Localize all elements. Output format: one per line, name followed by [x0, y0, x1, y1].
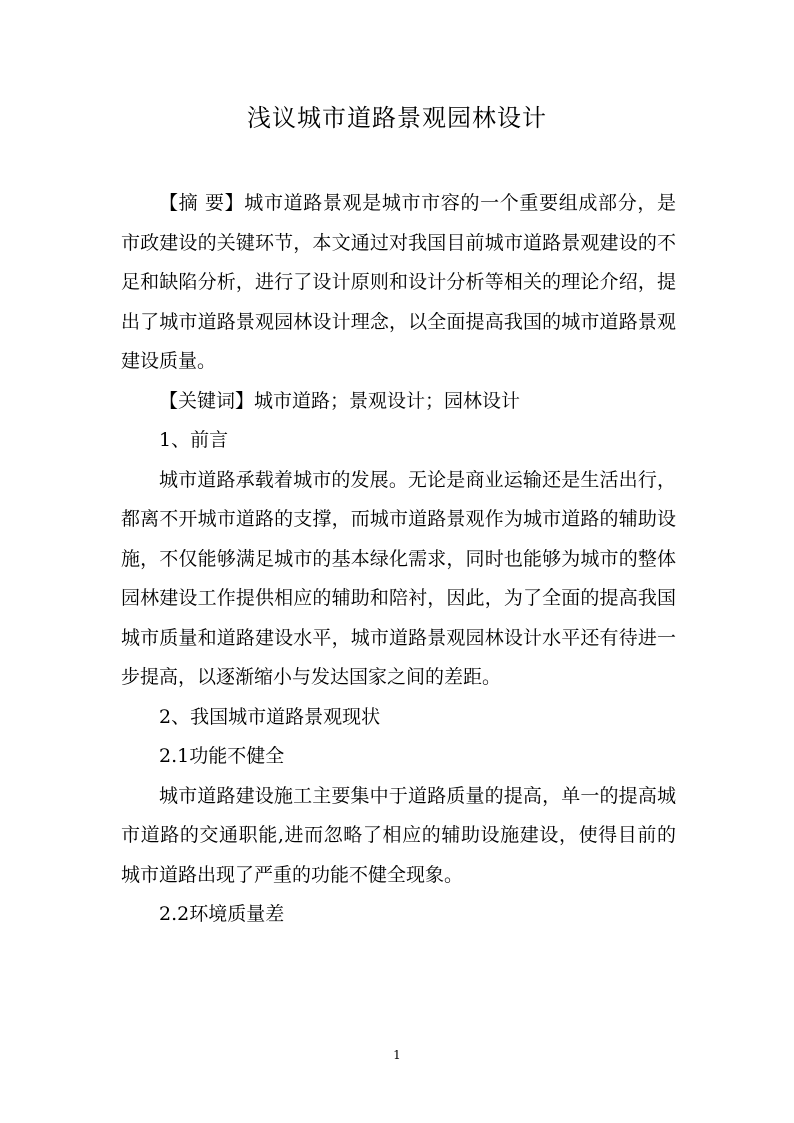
section-heading-current-status: 2、我国城市道路景观现状: [159, 705, 381, 728]
introduction-paragraph: 城市道路承载着城市的发展。无论是商业运输还是生活出行，都离不开城市道路的支撑，而城市道路景观作为城市道路的辅助设施，不仅能够满足城市的基本绿化需求，同时也能够为城市的整体园林建设工作提供相应的辅助和陪衬，因此，为了全面的提高我国城市质量和道路建设水平，城市道路景观园林设计水平还有待进一步提高，以逐渐缩小与发达国家之间的差距。: [121, 468, 676, 688]
keywords-paragraph: 【关键词】城市道路；景观设计；园林设计: [159, 389, 521, 412]
subsection-heading-2-1: 2.1功能不健全: [159, 745, 285, 767]
subsection-2-1-paragraph: 城市道路建设施工主要集中于道路质量的提高，单一的提高城市道路的交通职能,进而忽略了相应的辅助设施建设，使得目前的城市道路出现了严重的功能不健全现象。: [121, 784, 676, 886]
page-number: 1: [393, 1048, 401, 1062]
document-title: 浅议城市道路景观园林设计: [247, 104, 547, 132]
section-heading-introduction: 1、前言: [159, 429, 229, 451]
abstract-paragraph: 【摘 要】城市道路景观是城市市容的一个重要组成部分，是市政建设的关键环节，本文通过对我国目前城市道路景观建设的不足和缺陷分析，进行了设计原则和设计分析等相关的理论介绍，提出了城市道路景观园林设计理念，以全面提高我国的城市道路景观建设质量。: [121, 192, 676, 372]
document-body: [121, 184, 676, 935]
subsection-heading-2-2: 2.2环境质量差: [159, 903, 285, 925]
